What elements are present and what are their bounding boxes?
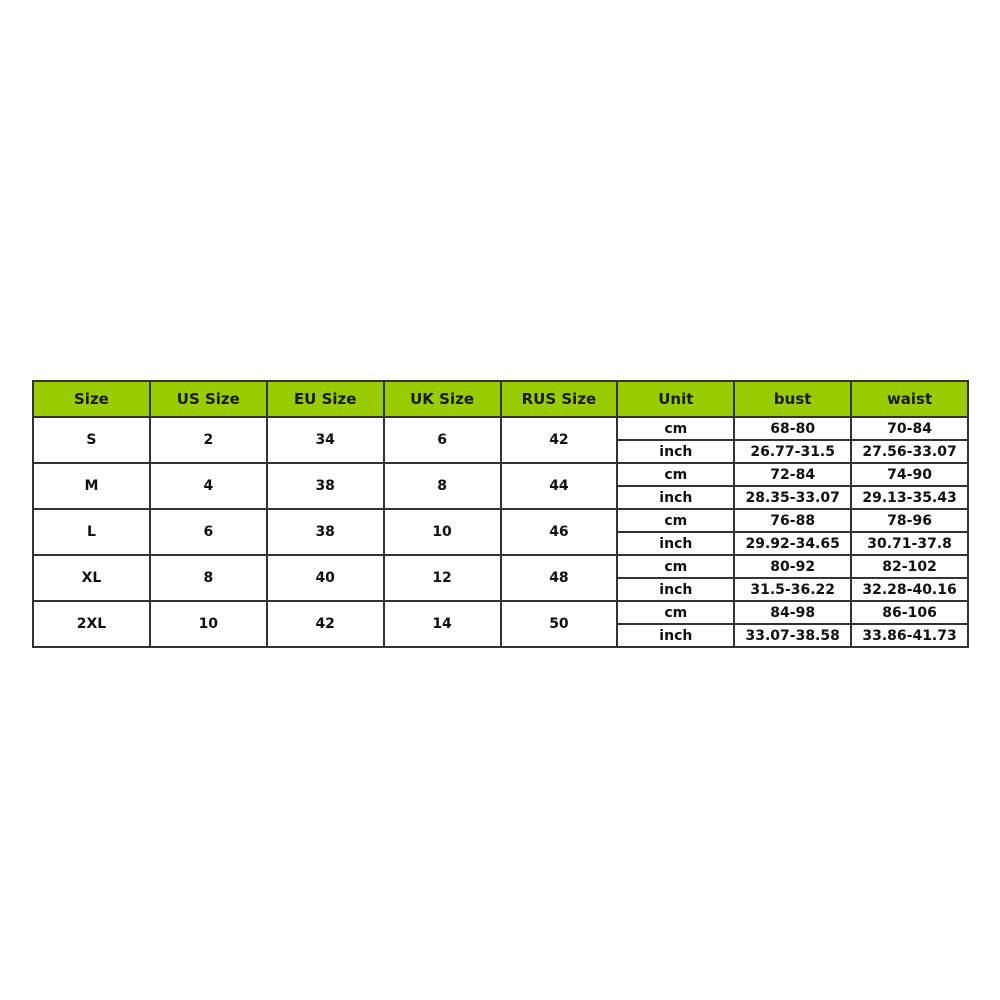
cell-eu: 34 [267, 417, 384, 463]
cell-us: 8 [150, 555, 267, 601]
cell-uk: 6 [384, 417, 501, 463]
cell-rus: 46 [501, 509, 618, 555]
cell-size: M [33, 463, 150, 509]
cell-bust: 31.5-36.22 [734, 578, 851, 601]
cell-waist: 32.28-40.16 [851, 578, 968, 601]
cell-waist: 27.56-33.07 [851, 440, 968, 463]
header-us-size: US Size [150, 381, 267, 417]
cell-waist: 29.13-35.43 [851, 486, 968, 509]
cell-bust: 68-80 [734, 417, 851, 440]
header-uk-size: UK Size [384, 381, 501, 417]
cell-bust: 29.92-34.65 [734, 532, 851, 555]
cell-unit: cm [617, 509, 734, 532]
cell-eu: 42 [267, 601, 384, 647]
cell-bust: 26.77-31.5 [734, 440, 851, 463]
cell-uk: 12 [384, 555, 501, 601]
cell-waist: 74-90 [851, 463, 968, 486]
cell-us: 6 [150, 509, 267, 555]
table-row [33, 509, 968, 532]
header-waist: waist [851, 381, 968, 417]
cell-rus: 42 [501, 417, 618, 463]
cell-size: 2XL [33, 601, 150, 647]
cell-eu: 40 [267, 555, 384, 601]
cell-rus: 50 [501, 601, 618, 647]
cell-bust: 28.35-33.07 [734, 486, 851, 509]
cell-size: L [33, 509, 150, 555]
table-row [33, 601, 968, 624]
cell-unit: cm [617, 463, 734, 486]
cell-bust: 72-84 [734, 463, 851, 486]
cell-unit: cm [617, 417, 734, 440]
cell-unit: inch [617, 532, 734, 555]
cell-waist: 82-102 [851, 555, 968, 578]
cell-bust: 76-88 [734, 509, 851, 532]
cell-waist: 70-84 [851, 417, 968, 440]
cell-waist: 78-96 [851, 509, 968, 532]
table-row [33, 555, 968, 578]
cell-unit: inch [617, 440, 734, 463]
header-unit: Unit [617, 381, 734, 417]
header-bust: bust [734, 381, 851, 417]
cell-us: 4 [150, 463, 267, 509]
cell-waist: 30.71-37.8 [851, 532, 968, 555]
cell-uk: 10 [384, 509, 501, 555]
cell-bust: 80-92 [734, 555, 851, 578]
cell-bust: 84-98 [734, 601, 851, 624]
cell-eu: 38 [267, 509, 384, 555]
cell-size: XL [33, 555, 150, 601]
cell-unit: cm [617, 601, 734, 624]
cell-rus: 48 [501, 555, 618, 601]
cell-eu: 38 [267, 463, 384, 509]
cell-unit: cm [617, 555, 734, 578]
cell-rus: 44 [501, 463, 618, 509]
table-row [33, 463, 968, 486]
table-row [33, 417, 968, 440]
table-header-row [33, 381, 968, 417]
cell-waist: 33.86-41.73 [851, 624, 968, 647]
cell-us: 10 [150, 601, 267, 647]
cell-us: 2 [150, 417, 267, 463]
header-size: Size [33, 381, 150, 417]
cell-bust: 33.07-38.58 [734, 624, 851, 647]
cell-unit: inch [617, 624, 734, 647]
cell-size: S [33, 417, 150, 463]
cell-uk: 14 [384, 601, 501, 647]
size-chart-table [32, 380, 969, 648]
cell-unit: inch [617, 578, 734, 601]
header-rus-size: RUS Size [501, 381, 618, 417]
cell-waist: 86-106 [851, 601, 968, 624]
header-eu-size: EU Size [267, 381, 384, 417]
cell-uk: 8 [384, 463, 501, 509]
cell-unit: inch [617, 486, 734, 509]
